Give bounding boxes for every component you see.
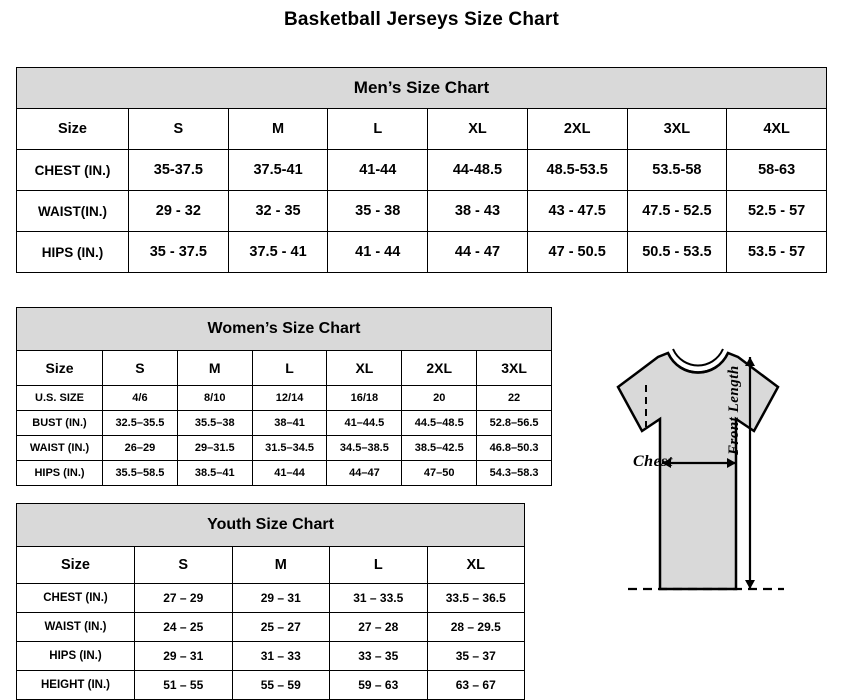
womens-cell: 29–31.5 — [177, 436, 252, 461]
womens-cell: 44.5–48.5 — [402, 411, 477, 436]
womens-cell: 38.5–42.5 — [402, 436, 477, 461]
mens-cell: 41 - 44 — [328, 232, 428, 273]
womens-table-row — [17, 411, 552, 436]
youth-cell: 28 – 29.5 — [427, 613, 525, 642]
youth-cell: 27 – 29 — [135, 584, 233, 613]
womens-header-cell: L — [252, 351, 327, 386]
womens-cell: 52.8–56.5 — [477, 411, 552, 436]
mens-cell: 38 - 43 — [428, 191, 528, 232]
youth-table-body — [17, 504, 525, 700]
youth-header-cell: L — [330, 547, 428, 584]
mens-cell: 32 - 35 — [228, 191, 328, 232]
womens-cell: 12/14 — [252, 386, 327, 411]
youth-cell: 51 – 55 — [135, 671, 233, 700]
youth-cell: 59 – 63 — [330, 671, 428, 700]
mens-cell: 43 - 47.5 — [527, 191, 627, 232]
youth-row-label: WAIST (IN.) — [17, 613, 135, 642]
front-length-label: Front Length — [726, 365, 742, 455]
womens-cell: 46.8–50.3 — [477, 436, 552, 461]
youth-table-row — [17, 584, 525, 613]
womens-cell: 8/10 — [177, 386, 252, 411]
womens-cell: 26–29 — [103, 436, 178, 461]
mens-header-cell: S — [129, 109, 229, 150]
mens-cell: 44-48.5 — [428, 150, 528, 191]
mens-cell: 37.5 - 41 — [228, 232, 328, 273]
mens-cell: 37.5-41 — [228, 150, 328, 191]
womens-cell: 41–44.5 — [327, 411, 402, 436]
womens-cell: 31.5–34.5 — [252, 436, 327, 461]
mens-cell: 41-44 — [328, 150, 428, 191]
womens-size-chart-table — [16, 307, 552, 486]
mens-header-cell: 4XL — [727, 109, 827, 150]
womens-cell: 35.5–38 — [177, 411, 252, 436]
womens-cell: 47–50 — [402, 461, 477, 486]
youth-cell: 29 – 31 — [135, 642, 233, 671]
womens-cell: 16/18 — [327, 386, 402, 411]
womens-header-cell: 3XL — [477, 351, 552, 386]
youth-header-cell: Size — [17, 547, 135, 584]
youth-caption: Youth Size Chart — [17, 504, 525, 547]
mens-header-cell: Size — [17, 109, 129, 150]
womens-header-cell: 2XL — [402, 351, 477, 386]
front-length-arrow-top — [745, 357, 755, 366]
mens-cell: 53.5 - 57 — [727, 232, 827, 273]
womens-caption: Women’s Size Chart — [17, 308, 552, 351]
youth-header-cell: XL — [427, 547, 525, 584]
mens-cell: 50.5 - 53.5 — [627, 232, 727, 273]
womens-size-chart-section — [16, 307, 552, 486]
womens-caption-row — [17, 308, 552, 351]
womens-table-body — [17, 308, 552, 486]
womens-row-label: U.S. SIZE — [17, 386, 103, 411]
mens-caption: Men’s Size Chart — [17, 68, 827, 109]
womens-header-cell: S — [103, 351, 178, 386]
womens-cell: 41–44 — [252, 461, 327, 486]
youth-header-cell: M — [232, 547, 330, 584]
youth-size-chart-section — [16, 503, 525, 700]
youth-cell: 55 – 59 — [232, 671, 330, 700]
youth-header-row — [17, 547, 525, 584]
youth-cell: 25 – 27 — [232, 613, 330, 642]
womens-cell: 32.5–35.5 — [103, 411, 178, 436]
youth-size-chart-table — [16, 503, 525, 700]
womens-cell: 35.5–58.5 — [103, 461, 178, 486]
youth-cell: 31 – 33 — [232, 642, 330, 671]
womens-row-label: WAIST (IN.) — [17, 436, 103, 461]
womens-header-cell: M — [177, 351, 252, 386]
youth-cell: 29 – 31 — [232, 584, 330, 613]
mens-header-row — [17, 109, 827, 150]
youth-cell: 33.5 – 36.5 — [427, 584, 525, 613]
womens-table-row — [17, 386, 552, 411]
mens-header-cell: L — [328, 109, 428, 150]
womens-row-label: BUST (IN.) — [17, 411, 103, 436]
youth-cell: 31 – 33.5 — [330, 584, 428, 613]
youth-header-cell: S — [135, 547, 233, 584]
womens-cell: 38.5–41 — [177, 461, 252, 486]
womens-cell: 20 — [402, 386, 477, 411]
jersey-measurement-diagram — [540, 327, 840, 672]
youth-cell: 24 – 25 — [135, 613, 233, 642]
mens-table-row — [17, 232, 827, 273]
youth-row-label: HEIGHT (IN.) — [17, 671, 135, 700]
womens-cell: 38–41 — [252, 411, 327, 436]
page-title: Basketball Jerseys Size Chart — [283, 9, 560, 30]
mens-cell: 47 - 50.5 — [527, 232, 627, 273]
shirt-collar-inner — [673, 349, 723, 366]
mens-header-cell: 3XL — [627, 109, 727, 150]
womens-header-cell: Size — [17, 351, 103, 386]
youth-table-row — [17, 613, 525, 642]
youth-cell: 27 – 28 — [330, 613, 428, 642]
womens-header-cell: XL — [327, 351, 402, 386]
mens-cell: 53.5-58 — [627, 150, 727, 191]
size-chart-page — [0, 9, 843, 692]
mens-row-label: HIPS (IN.) — [17, 232, 129, 273]
mens-size-chart-table — [16, 67, 827, 273]
womens-cell: 34.5–38.5 — [327, 436, 402, 461]
youth-caption-row — [17, 504, 525, 547]
mens-cell: 35 - 38 — [328, 191, 428, 232]
womens-cell: 44–47 — [327, 461, 402, 486]
womens-header-row — [17, 351, 552, 386]
mens-table-body — [17, 68, 827, 273]
mens-cell: 29 - 32 — [129, 191, 229, 232]
youth-table-row — [17, 671, 525, 700]
womens-row-label: HIPS (IN.) — [17, 461, 103, 486]
mens-header-cell: 2XL — [527, 109, 627, 150]
mens-cell: 58-63 — [727, 150, 827, 191]
mens-row-label: WAIST(IN.) — [17, 191, 129, 232]
mens-header-cell: M — [228, 109, 328, 150]
mens-cell: 35 - 37.5 — [129, 232, 229, 273]
mens-cell: 47.5 - 52.5 — [627, 191, 727, 232]
youth-cell: 33 – 35 — [330, 642, 428, 671]
mens-cell: 35-37.5 — [129, 150, 229, 191]
youth-row-label: HIPS (IN.) — [17, 642, 135, 671]
mens-row-label: CHEST (IN.) — [17, 150, 129, 191]
mens-header-cell: XL — [428, 109, 528, 150]
womens-table-row — [17, 461, 552, 486]
youth-table-row — [17, 642, 525, 671]
youth-row-label: CHEST (IN.) — [17, 584, 135, 613]
mens-table-row — [17, 150, 827, 191]
shirt-body-shape — [618, 353, 778, 589]
mens-cell: 44 - 47 — [428, 232, 528, 273]
womens-cell: 54.3–58.3 — [477, 461, 552, 486]
jersey-shirt-icon — [540, 327, 840, 672]
mens-table-row — [17, 191, 827, 232]
front-length-arrow-bottom — [745, 580, 755, 589]
mens-cell: 48.5-53.5 — [527, 150, 627, 191]
mens-caption-row — [17, 68, 827, 109]
womens-cell: 22 — [477, 386, 552, 411]
chest-label: Chest — [633, 453, 673, 470]
mens-cell: 52.5 - 57 — [727, 191, 827, 232]
womens-table-row — [17, 436, 552, 461]
youth-cell: 63 – 67 — [427, 671, 525, 700]
mens-size-chart-section — [16, 67, 827, 273]
womens-cell: 4/6 — [103, 386, 178, 411]
youth-cell: 35 – 37 — [427, 642, 525, 671]
